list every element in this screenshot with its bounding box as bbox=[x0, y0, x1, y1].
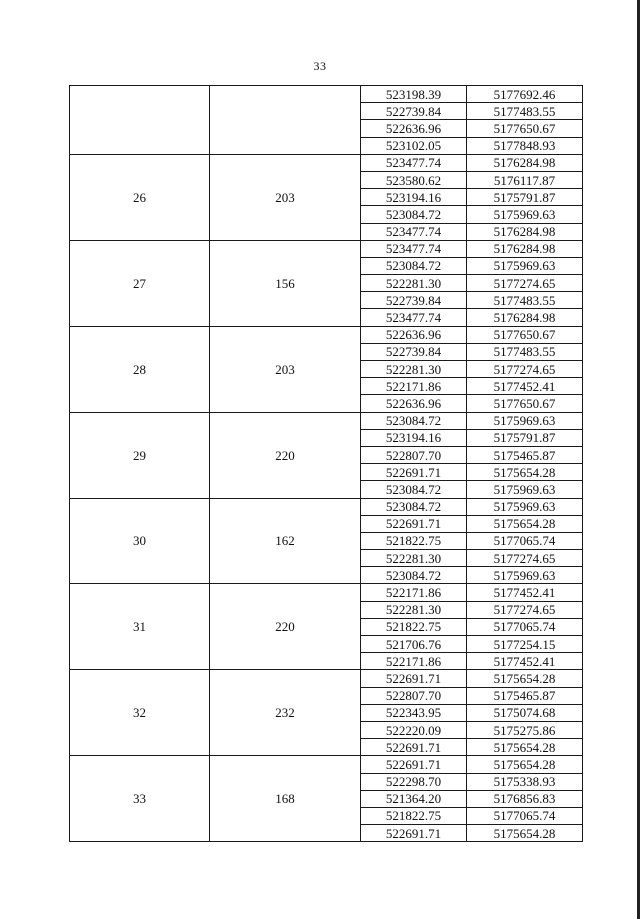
y-coordinate-cell: 5177650.67 bbox=[467, 120, 583, 137]
y-coordinate-cell: 5175969.63 bbox=[467, 257, 583, 274]
x-coordinate-cell: 523102.05 bbox=[361, 137, 467, 154]
y-coordinate-cell: 5177848.93 bbox=[467, 137, 583, 154]
area-cell: 156 bbox=[210, 240, 361, 326]
y-coordinate-cell: 5177452.41 bbox=[467, 378, 583, 395]
table-row bbox=[70, 584, 583, 601]
x-coordinate-cell: 523084.72 bbox=[361, 498, 467, 515]
x-coordinate-cell: 523477.74 bbox=[361, 223, 467, 240]
table-row bbox=[70, 412, 583, 429]
x-coordinate-cell: 522691.71 bbox=[361, 670, 467, 687]
y-coordinate-cell: 5176284.98 bbox=[467, 154, 583, 171]
y-coordinate-cell: 5175969.63 bbox=[467, 412, 583, 429]
x-coordinate-cell: 522807.70 bbox=[361, 687, 467, 704]
y-coordinate-cell: 5177065.74 bbox=[467, 807, 583, 824]
y-coordinate-cell: 5175654.28 bbox=[467, 515, 583, 532]
x-coordinate-cell: 523194.16 bbox=[361, 189, 467, 206]
y-coordinate-cell: 5175654.28 bbox=[467, 739, 583, 756]
x-coordinate-cell: 523194.16 bbox=[361, 429, 467, 446]
x-coordinate-cell: 523477.74 bbox=[361, 240, 467, 257]
y-coordinate-cell: 5177274.65 bbox=[467, 275, 583, 292]
x-coordinate-cell: 522171.86 bbox=[361, 653, 467, 670]
x-coordinate-cell: 523084.72 bbox=[361, 412, 467, 429]
table-row bbox=[70, 86, 583, 103]
plot-number-cell: 33 bbox=[70, 756, 210, 842]
table-row bbox=[70, 756, 583, 773]
y-coordinate-cell: 5175791.87 bbox=[467, 189, 583, 206]
y-coordinate-cell: 5175465.87 bbox=[467, 446, 583, 463]
table-row bbox=[70, 670, 583, 687]
x-coordinate-cell: 522281.30 bbox=[361, 601, 467, 618]
x-coordinate-cell: 522739.84 bbox=[361, 103, 467, 120]
area-cell: 168 bbox=[210, 756, 361, 842]
plot-number-cell: 29 bbox=[70, 412, 210, 498]
y-coordinate-cell: 5175654.28 bbox=[467, 464, 583, 481]
y-coordinate-cell: 5177274.65 bbox=[467, 550, 583, 567]
x-coordinate-cell: 523084.72 bbox=[361, 257, 467, 274]
x-coordinate-cell: 522691.71 bbox=[361, 464, 467, 481]
x-coordinate-cell: 522636.96 bbox=[361, 395, 467, 412]
y-coordinate-cell: 5175969.63 bbox=[467, 567, 583, 584]
area-cell bbox=[210, 86, 361, 155]
x-coordinate-cell: 523580.62 bbox=[361, 171, 467, 188]
x-coordinate-cell: 522739.84 bbox=[361, 343, 467, 360]
y-coordinate-cell: 5177452.41 bbox=[467, 653, 583, 670]
area-cell: 220 bbox=[210, 412, 361, 498]
area-cell: 203 bbox=[210, 154, 361, 240]
page-number: 33 bbox=[313, 59, 327, 73]
x-coordinate-cell: 523198.39 bbox=[361, 86, 467, 103]
y-coordinate-cell: 5176117.87 bbox=[467, 171, 583, 188]
x-coordinate-cell: 522281.30 bbox=[361, 550, 467, 567]
plot-number-cell: 26 bbox=[70, 154, 210, 240]
y-coordinate-cell: 5177483.55 bbox=[467, 343, 583, 360]
y-coordinate-cell: 5177650.67 bbox=[467, 326, 583, 343]
y-coordinate-cell: 5177650.67 bbox=[467, 395, 583, 412]
y-coordinate-cell: 5177692.46 bbox=[467, 86, 583, 103]
x-coordinate-cell: 523477.74 bbox=[361, 154, 467, 171]
area-cell: 162 bbox=[210, 498, 361, 584]
y-coordinate-cell: 5177274.65 bbox=[467, 601, 583, 618]
y-coordinate-cell: 5175654.28 bbox=[467, 670, 583, 687]
y-coordinate-cell: 5175969.63 bbox=[467, 498, 583, 515]
coordinate-table bbox=[69, 85, 583, 842]
x-coordinate-cell: 523084.72 bbox=[361, 206, 467, 223]
x-coordinate-cell: 522171.86 bbox=[361, 584, 467, 601]
x-coordinate-cell: 522281.30 bbox=[361, 361, 467, 378]
y-coordinate-cell: 5175654.28 bbox=[467, 825, 583, 842]
y-coordinate-cell: 5176856.83 bbox=[467, 790, 583, 807]
y-coordinate-cell: 5175275.86 bbox=[467, 721, 583, 738]
x-coordinate-cell: 522220.09 bbox=[361, 721, 467, 738]
plot-number-cell: 31 bbox=[70, 584, 210, 670]
y-coordinate-cell: 5175338.93 bbox=[467, 773, 583, 790]
plot-number-cell: 32 bbox=[70, 670, 210, 756]
x-coordinate-cell: 521822.75 bbox=[361, 532, 467, 549]
x-coordinate-cell: 521364.20 bbox=[361, 790, 467, 807]
y-coordinate-cell: 5175654.28 bbox=[467, 756, 583, 773]
x-coordinate-cell: 523477.74 bbox=[361, 309, 467, 326]
y-coordinate-cell: 5177483.55 bbox=[467, 292, 583, 309]
plot-number-cell: 30 bbox=[70, 498, 210, 584]
y-coordinate-cell: 5175074.68 bbox=[467, 704, 583, 721]
coordinate-table-body bbox=[70, 86, 583, 842]
x-coordinate-cell: 521822.75 bbox=[361, 807, 467, 824]
x-coordinate-cell: 522739.84 bbox=[361, 292, 467, 309]
y-coordinate-cell: 5177065.74 bbox=[467, 532, 583, 549]
table-row bbox=[70, 326, 583, 343]
plot-number-cell: 28 bbox=[70, 326, 210, 412]
y-coordinate-cell: 5177483.55 bbox=[467, 103, 583, 120]
x-coordinate-cell: 521822.75 bbox=[361, 618, 467, 635]
x-coordinate-cell: 523084.72 bbox=[361, 567, 467, 584]
table-row bbox=[70, 154, 583, 171]
table-row bbox=[70, 498, 583, 515]
area-cell: 232 bbox=[210, 670, 361, 756]
y-coordinate-cell: 5176284.98 bbox=[467, 240, 583, 257]
y-coordinate-cell: 5175791.87 bbox=[467, 429, 583, 446]
x-coordinate-cell: 522171.86 bbox=[361, 378, 467, 395]
x-coordinate-cell: 522691.71 bbox=[361, 825, 467, 842]
y-coordinate-cell: 5175969.63 bbox=[467, 481, 583, 498]
x-coordinate-cell: 522298.70 bbox=[361, 773, 467, 790]
area-cell: 203 bbox=[210, 326, 361, 412]
x-coordinate-cell: 522281.30 bbox=[361, 275, 467, 292]
y-coordinate-cell: 5177274.65 bbox=[467, 361, 583, 378]
x-coordinate-cell: 523084.72 bbox=[361, 481, 467, 498]
y-coordinate-cell: 5177452.41 bbox=[467, 584, 583, 601]
y-coordinate-cell: 5176284.98 bbox=[467, 223, 583, 240]
x-coordinate-cell: 522691.71 bbox=[361, 739, 467, 756]
x-coordinate-cell: 522807.70 bbox=[361, 446, 467, 463]
table-row bbox=[70, 240, 583, 257]
x-coordinate-cell: 521706.76 bbox=[361, 636, 467, 653]
plot-number-cell: 27 bbox=[70, 240, 210, 326]
y-coordinate-cell: 5177254.15 bbox=[467, 636, 583, 653]
area-cell: 220 bbox=[210, 584, 361, 670]
x-coordinate-cell: 522636.96 bbox=[361, 326, 467, 343]
y-coordinate-cell: 5175969.63 bbox=[467, 206, 583, 223]
x-coordinate-cell: 522691.71 bbox=[361, 756, 467, 773]
x-coordinate-cell: 522343.95 bbox=[361, 704, 467, 721]
y-coordinate-cell: 5176284.98 bbox=[467, 309, 583, 326]
x-coordinate-cell: 522636.96 bbox=[361, 120, 467, 137]
x-coordinate-cell: 522691.71 bbox=[361, 515, 467, 532]
plot-number-cell bbox=[70, 86, 210, 155]
y-coordinate-cell: 5175465.87 bbox=[467, 687, 583, 704]
y-coordinate-cell: 5177065.74 bbox=[467, 618, 583, 635]
